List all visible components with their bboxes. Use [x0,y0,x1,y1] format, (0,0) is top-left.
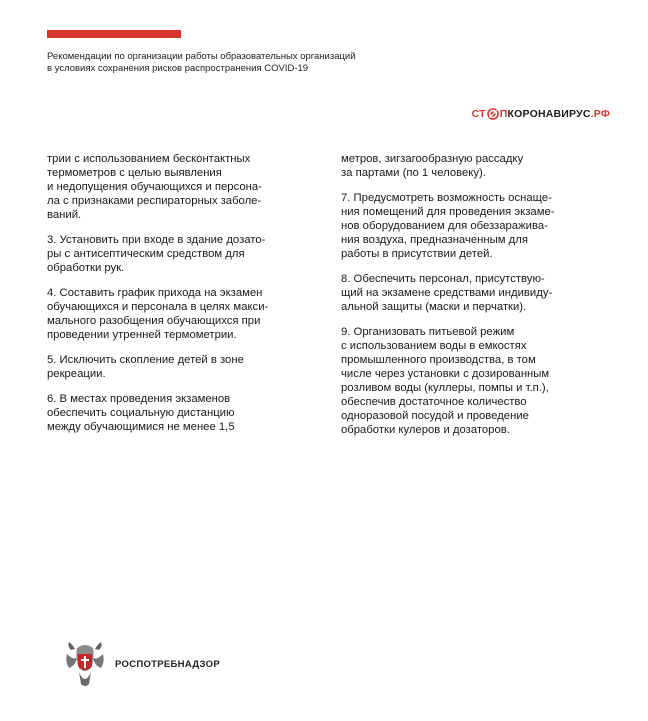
footer-label: РОСПОТРЕБНАДЗОР [115,658,220,670]
brand-text-domain: .РФ [590,108,610,120]
text-line: и недопущения обучающихся и персона- [47,181,262,193]
right-column [341,152,611,448]
paragraph-item-6 [47,392,317,434]
text-line: ния помещений для проведения экзаме- [341,206,555,218]
footer [63,640,220,688]
text-line: 7. Предусмотреть возможность оснаще- [341,192,552,204]
text-line: рекреации. [47,368,106,380]
text-line: ния воздуха, предназначенным для [341,234,528,246]
brand-text-main: КОРОНАВИРУС [507,108,591,120]
paragraph-item-3 [47,233,317,275]
text-line: нов оборудованием для обеззаражива- [341,220,548,232]
paragraph-item-4 [47,286,317,342]
text-line: промышленного производства, в том [341,354,536,366]
text-line: обучающихся и персонала в целях макси- [47,301,269,313]
text-line: обеспечив достаточное количество [341,396,527,408]
accent-bar [47,30,181,38]
text-line: термометров с целью выявления [47,167,222,179]
paragraph-item-5 [47,353,317,381]
paragraph-continuation [47,152,317,222]
text-line: щий на экзамене средствами индивиду- [341,287,553,299]
text-line: ваний. [47,209,82,221]
text-line: обработки рук. [47,262,125,274]
text-line: 3. Установить при входе в здание дозато- [47,234,266,246]
text-line: мального разобщения обучающихся при [47,315,261,327]
text-line: 4. Составить график прихода на экзамен [47,287,263,299]
text-line: трии с использованием бесконтактных [47,153,251,165]
emblem-icon [63,640,107,688]
text-line: проведении утренней термометрии. [47,329,237,341]
text-line: метров, зигзагообразную рассадку [341,153,524,165]
text-line: ла с признаками респираторных заболе- [47,195,262,207]
header-line-2: в условиях сохранения рисков распространения COVID-19 [47,63,309,74]
text-line: с использованием воды в емкостях [341,340,527,352]
text-line: одноразовой посудой и проведение [341,410,529,422]
paragraph-item-6-continuation [341,152,611,180]
text-line: розливом воды (куллеры, помпы и т.п.), [341,382,549,394]
text-line: обработки кулеров и дозаторов. [341,424,510,436]
text-line: между обучающимися не менее 1,5 [47,421,235,433]
paragraph-item-9 [341,325,611,437]
text-line: работы в присутствии детей. [341,248,493,260]
text-line: обеспечить социальную дистанцию [47,407,235,419]
paragraph-item-8 [341,272,611,314]
text-line: числе через установки с дозированным [341,368,550,380]
text-line: 5. Исключить скопление детей в зоне [47,354,244,366]
text-line: ры с антисептическим средством для [47,248,245,260]
document-header [47,51,356,75]
text-line: 8. Обеспечить персонал, присутствую- [341,273,545,285]
header-line-1: Рекомендации по организации работы образовательных организаций [47,51,356,62]
text-line: 6. В местах проведения экзаменов [47,393,231,405]
stop-coronavirus-logo [472,108,610,120]
paragraph-item-7 [341,191,611,261]
text-line: за партами (по 1 человеку). [341,167,486,179]
left-column [47,152,317,445]
brand-text-p: П [499,108,508,120]
text-line: альной защиты (маски и перчатки). [341,301,527,313]
stop-coronavirus-icon [487,108,499,120]
text-line: 9. Организовать питьевой режим [341,326,515,338]
brand-text-st: СТ [471,108,486,120]
